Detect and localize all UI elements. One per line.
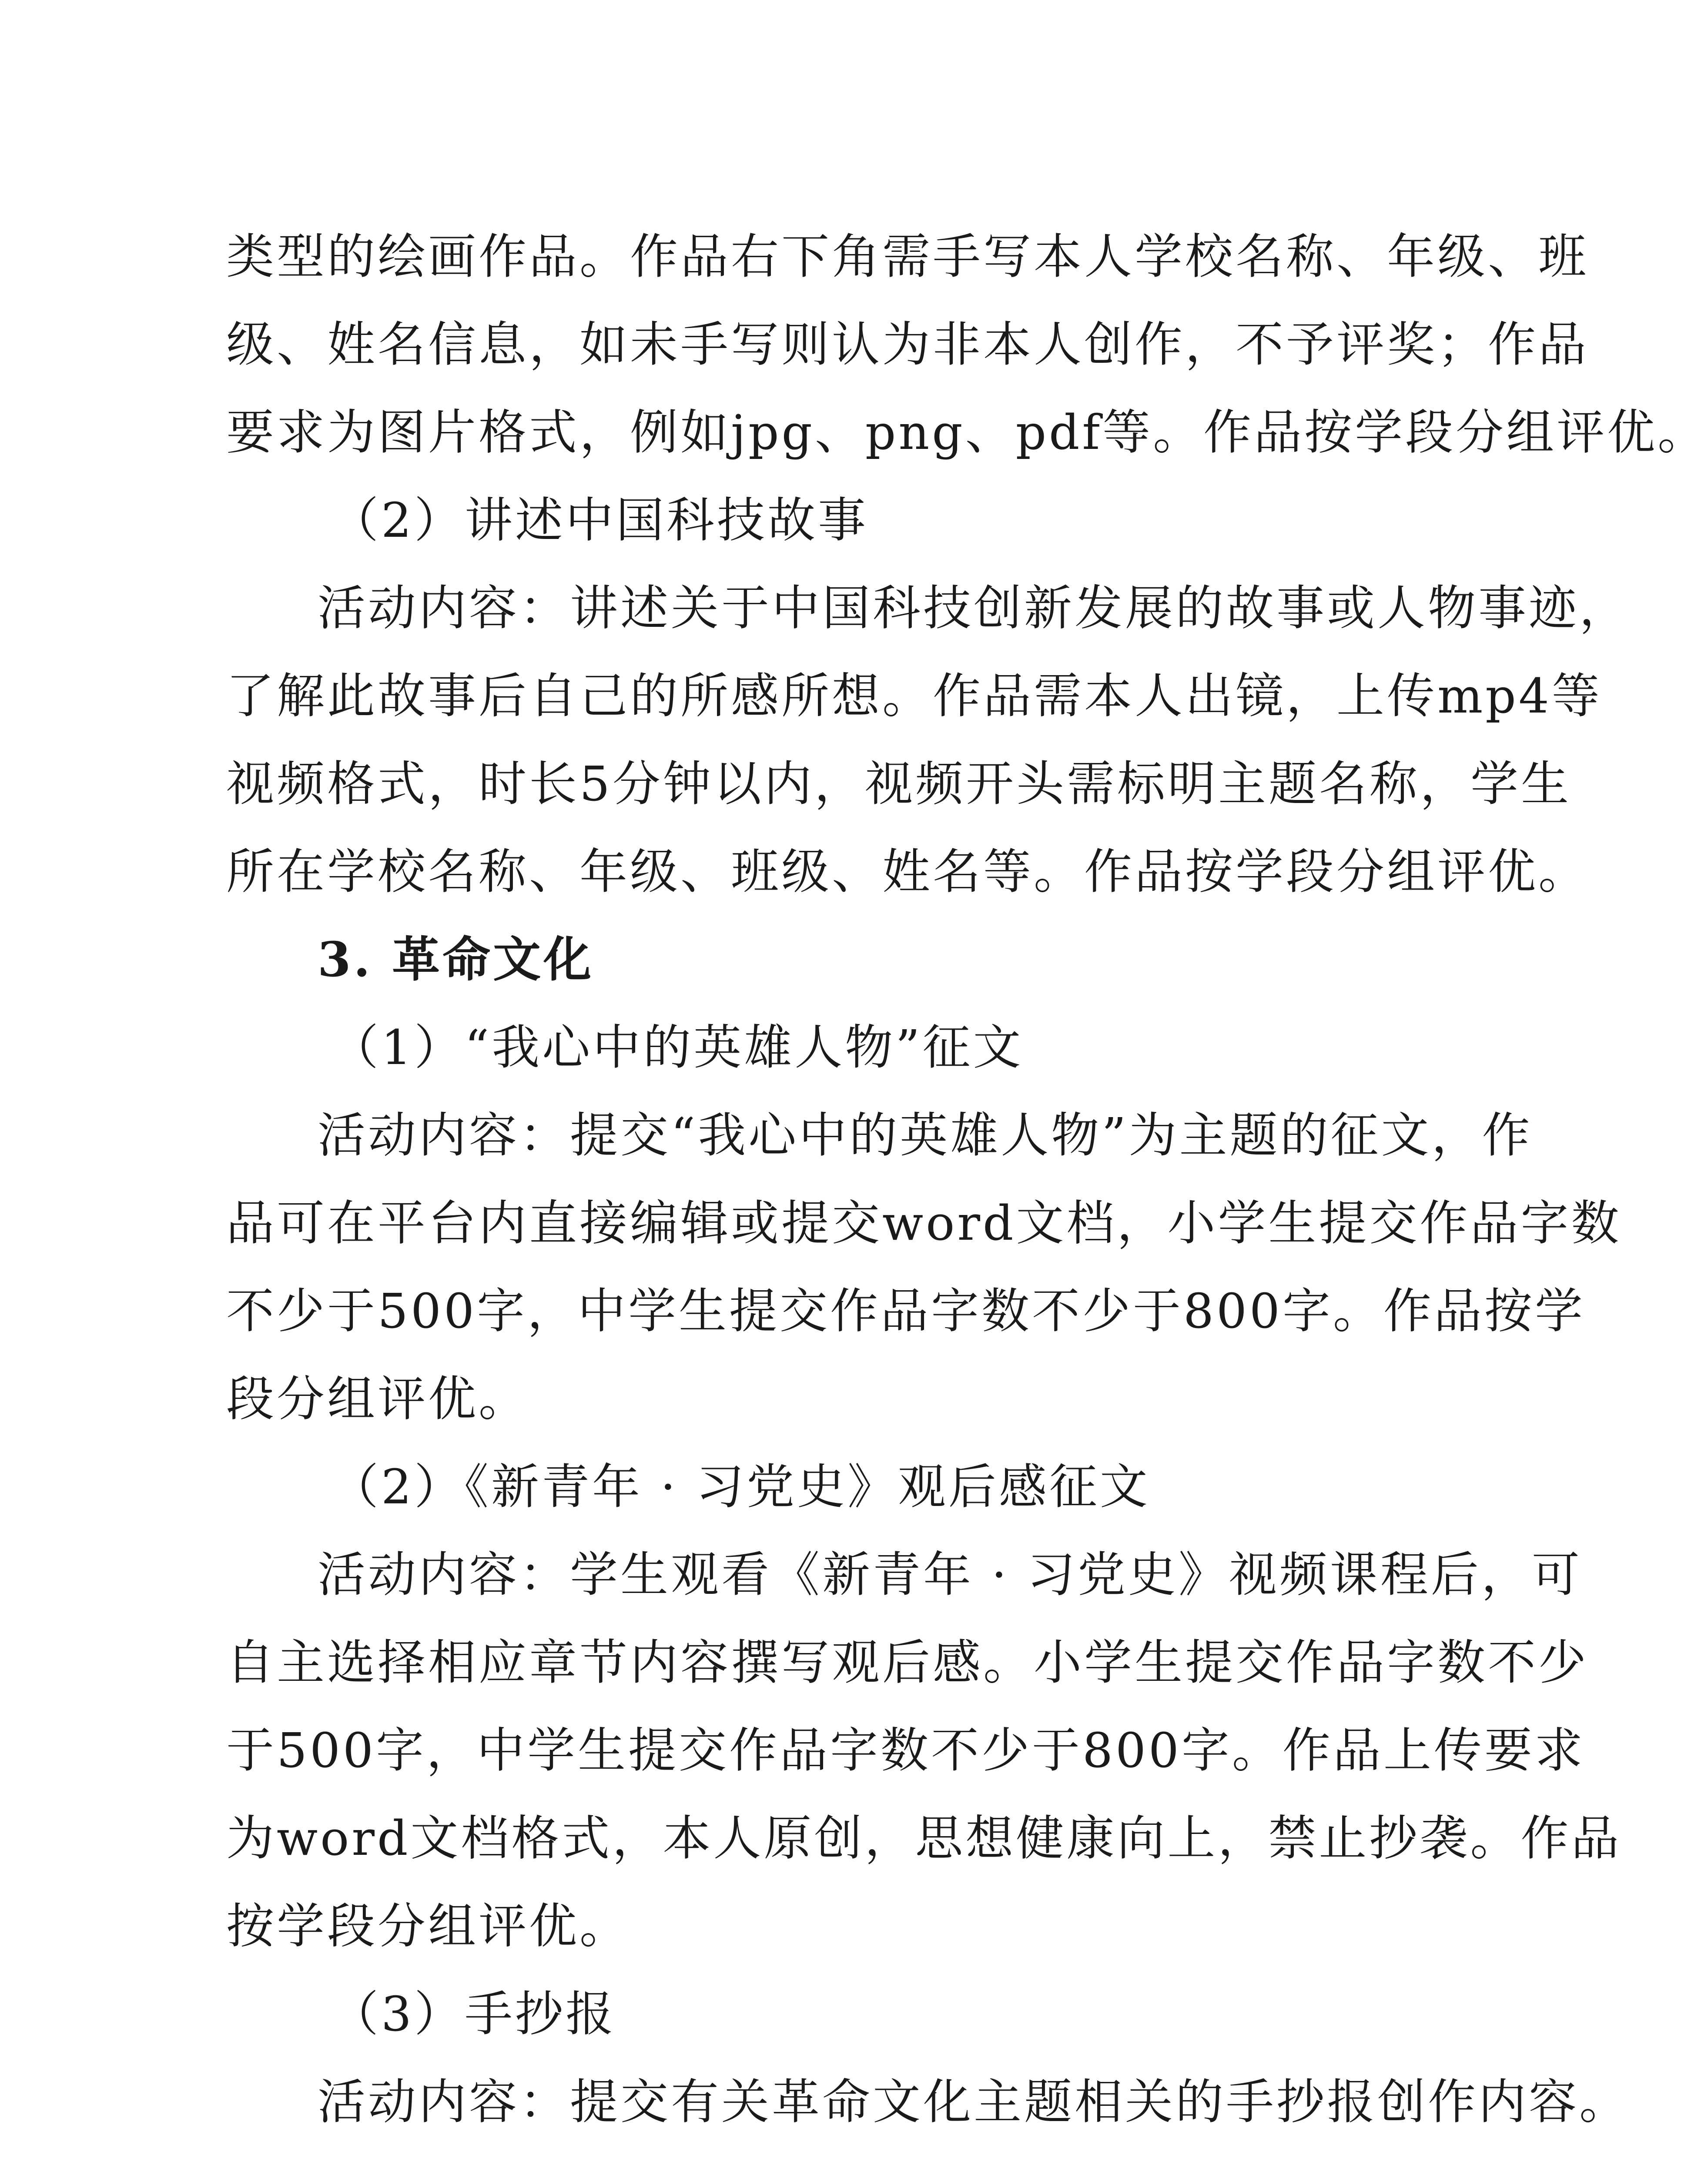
body-line: 类型的绘画作品。作品右下角需手写本人学校名称、年级、班 [226, 229, 1589, 284]
body-line: 为word文档格式，本人原创，思想健康向上，禁止抄袭。作品 [226, 1810, 1622, 1866]
body-line: 活动内容：学生观看《新青年 · 习党史》视频课程后，可 [318, 1547, 1582, 1603]
body-line: 要求为图片格式，例如jpg、png、pdf等。作品按学段分组评优。 [226, 405, 1708, 460]
section-subheading: （3）手抄报 [331, 1986, 616, 2042]
body-line: 不少于500字，中学生提交作品字数不少于800字。作品按学 [226, 1283, 1585, 1339]
body-line: 所在学校名称、年级、班级、姓名等。作品按学段分组评优。 [226, 844, 1589, 900]
body-line: 自主选择相应章节内容撰写观后感。小学生提交作品字数不少 [226, 1635, 1589, 1690]
section-subheading: （2）《新青年 · 习党史》观后感征文 [331, 1459, 1150, 1515]
body-line: 活动内容：提交“我心中的英雄人物”为主题的征文，作 [318, 1108, 1533, 1163]
body-line: 了解此故事后自己的所感所想。作品需本人出镜，上传mp4等 [226, 668, 1602, 724]
body-line: 级、姓名信息，如未手写则认为非本人创作，不予评奖；作品 [226, 317, 1589, 372]
body-line: 段分组评优。 [226, 1371, 529, 1427]
body-line: 活动内容：提交有关革命文化主题相关的手抄报创作内容。 [318, 2074, 1630, 2130]
body-line: 按学段分组评优。 [226, 1898, 630, 1954]
section-subheading: （2）讲述中国科技故事 [331, 492, 868, 548]
body-line: 活动内容：讲述关于中国科技创新发展的故事或人物事迹， [318, 580, 1630, 636]
body-line: 于500字，中学生提交作品字数不少于800字。作品上传要求 [226, 1723, 1585, 1778]
section-subheading: （1）“我心中的英雄人物”征文 [331, 1020, 1024, 1075]
body-line: 品可在平台内直接编辑或提交word文档，小学生提交作品字数 [226, 1195, 1622, 1251]
section-heading: 3. 革命文化 [318, 931, 594, 987]
body-line: 视频格式，时长5分钟以内，视频开头需标明主题名称，学生 [226, 756, 1571, 812]
